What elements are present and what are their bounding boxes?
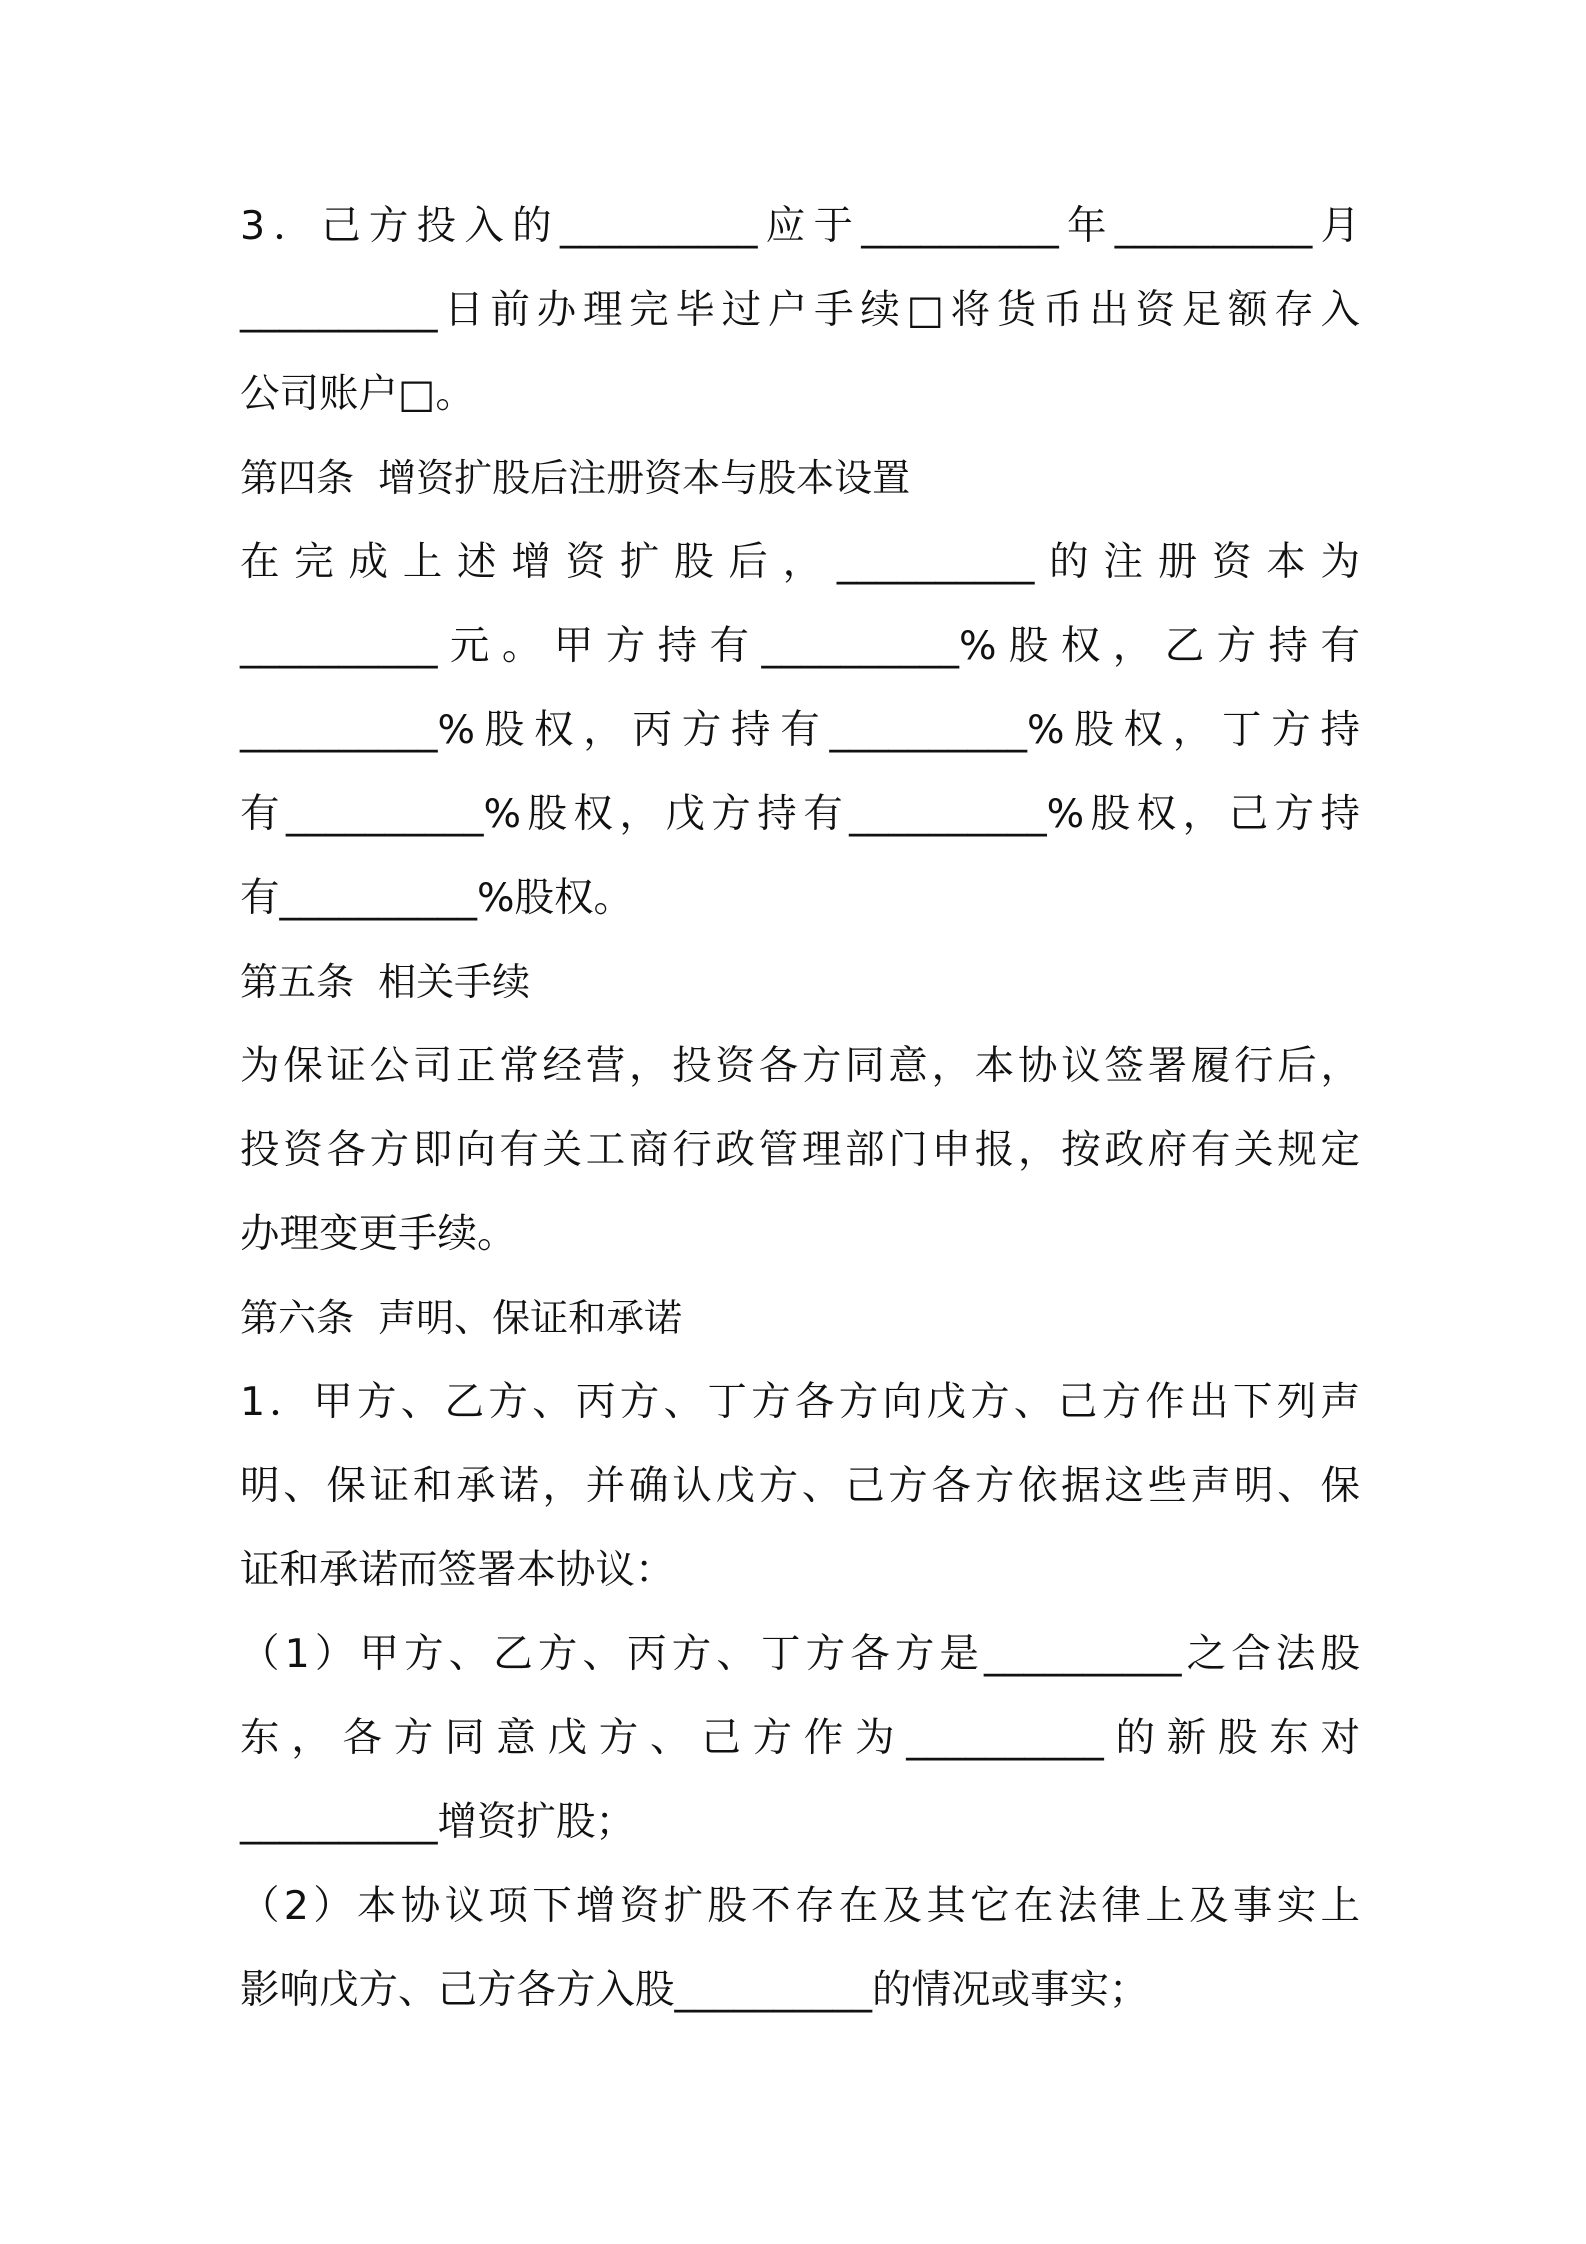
article-6-item-2-line-1: （2）本协议项下增资扩股不存在及其它在法律上及事实上	[240, 1883, 1360, 1929]
article-4-line-3: __________%股权，丙方持有__________%股权，丁方持	[240, 707, 1360, 753]
article-5-heading: 第五条 相关手续	[240, 960, 531, 1004]
clause-3-line-3: 公司账户□。	[240, 371, 475, 417]
article-5-line-3: 办理变更手续。	[240, 1211, 517, 1257]
clause-3-line-1: 3．己方投入的__________应于__________年__________月	[240, 203, 1360, 249]
article-5-line-1: 为保证公司正常经营，投资各方同意，本协议签署履行后，	[240, 1043, 1360, 1089]
article-4-line-4: 有__________%股权，戊方持有__________%股权，己方持	[240, 791, 1360, 837]
article-6-line-1: 1．甲方、乙方、丙方、丁方各方向戊方、己方作出下列声	[240, 1379, 1360, 1425]
article-4-heading: 第四条 增资扩股后注册资本与股本设置	[240, 456, 911, 500]
article-4-line-1: 在完成上述增资扩股后，__________的注册资本为	[240, 539, 1360, 585]
article-4-line-2: __________元。甲方持有__________%股权，乙方持有	[240, 623, 1360, 669]
article-6-line-3: 证和承诺而签署本协议：	[240, 1547, 675, 1593]
article-6-item-1-line-3: __________增资扩股；	[240, 1799, 635, 1845]
article-4-line-5: 有__________%股权。	[240, 875, 634, 921]
article-6-item-2-line-2: 影响戊方、己方各方入股__________的情况或事实；	[240, 1967, 1149, 2013]
article-6-line-2: 明、保证和承诺，并确认戊方、己方各方依据这些声明、保	[240, 1463, 1360, 1509]
article-6-item-1-line-1: （1）甲方、乙方、丙方、丁方各方是__________之合法股	[240, 1631, 1360, 1677]
clause-3-line-2: __________日前办理完毕过户手续□将货币出资足额存入	[240, 287, 1360, 333]
article-5-line-2: 投资各方即向有关工商行政管理部门申报，按政府有关规定	[240, 1127, 1360, 1173]
article-6-item-1-line-2: 东，各方同意戊方、己方作为__________的新股东对	[240, 1715, 1360, 1761]
article-6-heading: 第六条 声明、保证和承诺	[240, 1296, 683, 1340]
